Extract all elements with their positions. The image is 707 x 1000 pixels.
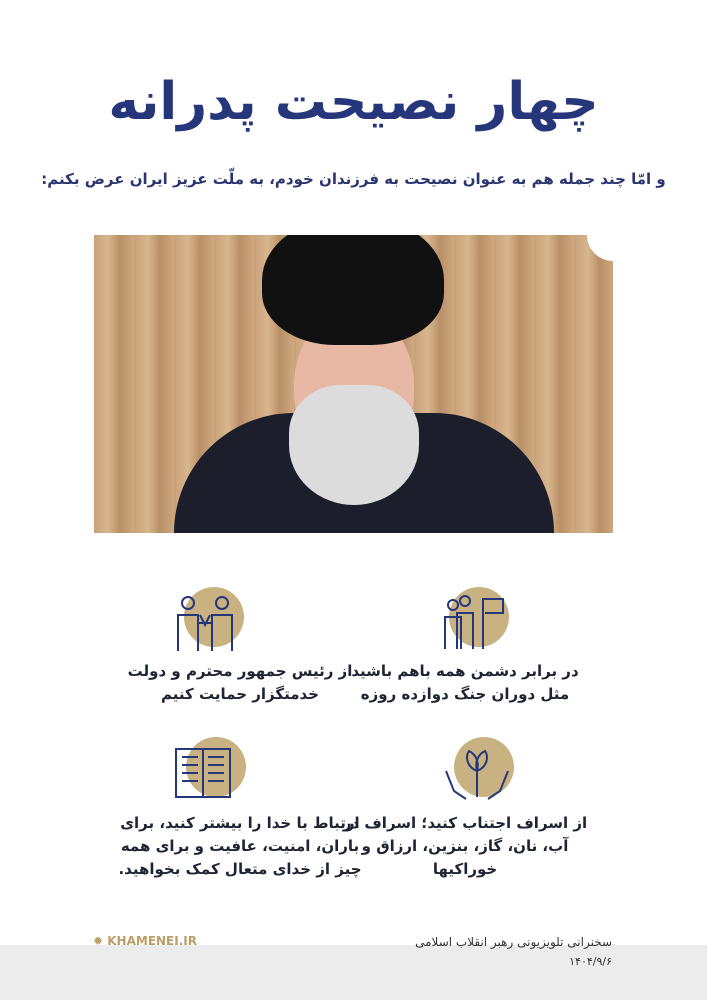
logo-text: KHAMENEI.IR [107,934,197,948]
support-people-icon [170,587,244,661]
advice-item-unity: در برابر دشمن همه باهم باشید مثل دوران جنگ دوازده روزه [351,662,579,703]
advice-item-support-government: از رئیس جمهور محترم و دولت خدمتگزار حمایت کنیم [127,662,353,703]
advice-item-avoid-waste: از اسراف اجتناب کنید؛ اسراف در آب، نان، گاز، بنزین، ارزاق و خوراکیها [342,814,588,878]
khamenei-logo [93,934,197,948]
subtitle: و امّا چند جمله هم به عنوان نصیحت به فرزندان خودم، به ملّت عزیز ایران عرض بکنم: [41,170,666,188]
hands-plant-icon [440,737,514,811]
advice-item-connect-with-god: ارتباط با خدا را بیشتر کنید، برای باران، امنیت، عافیت و برای همه چیز از خدای متعال کمک بخواهید. [118,814,362,878]
page-title: چهار نصیحت پدرانه [108,72,599,132]
footer-band [0,945,707,1000]
logo-flower-icon: ✹ [93,934,104,948]
open-book-icon [172,737,246,811]
portrait-photo [94,235,613,533]
date-text: ۱۴۰۴/۹/۶ [569,955,612,968]
unity-people-flag-icon [435,587,509,661]
source-text: سخنرانی تلویزیونی رهبر انقلاب اسلامی [415,935,612,949]
